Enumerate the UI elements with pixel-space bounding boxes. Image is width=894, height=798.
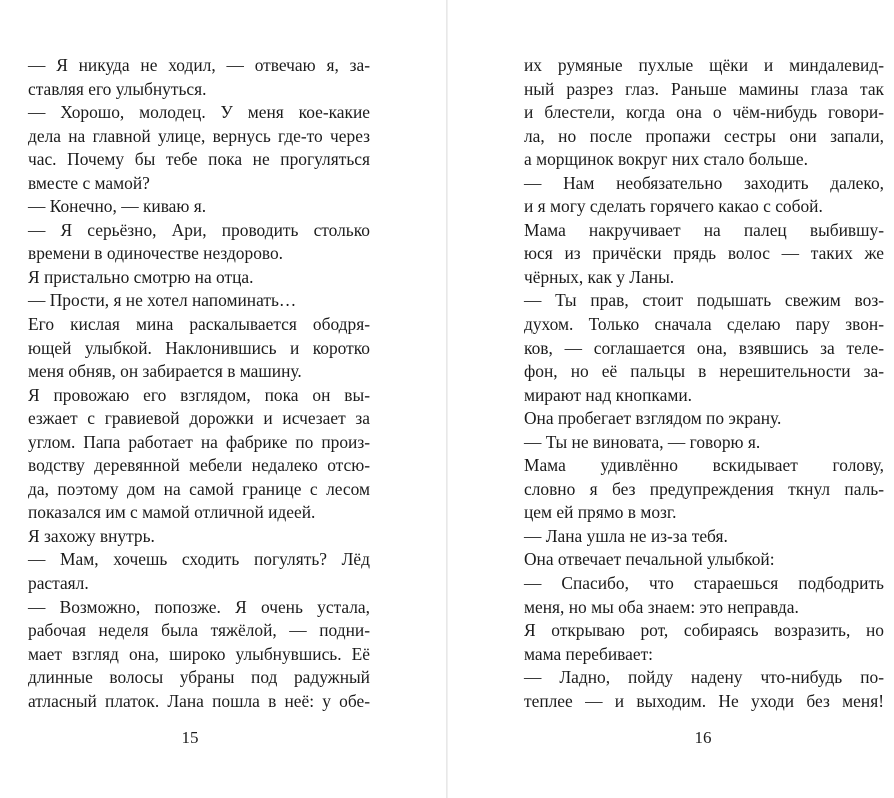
text-line: ла, но после пропажи сестры они запали, [524,125,884,146]
text-line: водству деревянной мебели недалеко отсю- [28,455,370,476]
text-line: — Лана ушла не из-за тебя. [524,525,728,546]
text-line: ставляя его улыбнуться. [28,78,207,99]
text-line: Мама накручивает на палец выбившу- [524,219,884,240]
text-line: Я пристально смотрю на отца. [28,266,254,287]
text-line: Я захожу внутрь. [28,525,155,546]
text-line: мирают над кнопками. [524,384,692,405]
text-line: длинные волосы убраны под радужный [28,667,370,688]
text-line: езжает с гравиевой дорожки и исчезает за [28,408,370,429]
text-line: цем ей прямо в мозг. [524,502,677,523]
text-line: мама перебивает: [524,643,654,664]
text-line: — Конечно, — киваю я. [28,196,207,217]
text-line: ный разрез глаз. Раньше мамины глаза так [524,78,884,99]
text-line: показался им с мамой отличной идеей. [28,502,316,523]
text-line: — Я никуда не ходил, — отвечаю я, за- [28,55,370,75]
text-line: рабочая неделя была тяжёлой, — подни- [28,620,370,641]
text-line: чёрных, как у Ланы. [524,266,675,287]
text-line: словно я без предупреждения ткнул паль- [524,478,884,499]
text-line: меня, но мы оба знаем: это неправда. [524,596,799,617]
text-line: — Спасибо, что стараешься подбодрить [524,573,884,594]
text-line: теплее — и выходим. Не уходи без меня! [524,690,884,711]
text-line: ков, — соглашается она, взявшись за теле- [524,337,884,358]
right-page-text [524,54,884,713]
text-line: — Возможно, попозже. Я очень устала, [28,596,370,617]
text-line: мает взгляд она, широко улыбнувшись. Её [28,643,370,664]
text-line: — Ты не виновата, — говорю я. [524,431,761,452]
text-line: их румяные пухлые щёки и миндалевид- [524,55,884,75]
text-line: духом. Только сначала сделаю пару звон- [524,314,884,335]
text-line: Она пробегает взглядом по экрану. [524,408,782,429]
text-line: — Прости, я не хотел напоминать… [28,290,297,311]
text-line: дела на главной улице, вернусь где-то через [28,125,370,146]
text-line: растаял. [28,573,89,594]
text-line: ющей улыбкой. Наклонившись и коротко [28,337,370,358]
text-line: меня обняв, он забирается в машину. [28,361,302,382]
text-line: времени в одиночестве нездорово. [28,243,284,264]
text-line: а морщинок вокруг них стало больше. [524,149,808,170]
text-line: углом. Папа работает на фабрике по произ- [28,431,370,452]
text-line: вместе с мамой? [28,172,150,193]
text-line: и я могу сделать горячего какао с собой. [524,196,823,217]
text-line: час. Почему бы тебе пока не прогуляться [28,149,370,170]
text-line: — Хорошо, молодец. У меня кое-какие [28,102,370,123]
page-gutter [446,0,448,798]
text-line: Его кислая мина раскалывается ободря- [28,314,370,335]
page-number-left: 15 [181,728,199,747]
text-line: — Ты прав, стоит подышать свежим воз- [524,290,884,311]
text-line: Я открываю рот, собираясь возразить, но [524,620,884,641]
text-line: фон, но её пальцы в нерешительности за- [524,361,884,382]
text-line: Мама удивлённо вскидывает голову, [524,455,884,476]
text-line: — Ладно, пойду надену что-нибудь по- [524,667,884,688]
page-number-right: 16 [694,728,712,747]
text-line: — Мам, хочешь сходить погулять? Лёд [28,549,370,570]
text-line: Я провожаю его взглядом, пока он вы- [28,384,370,405]
text-line: да, поэтому дом на самой границе с лесом [28,478,370,499]
text-line: — Я серьёзно, Ари, проводить столько [28,219,370,240]
text-line: юся из причёски прядь волос — таких же [524,243,884,264]
text-line: — Нам необязательно заходить далеко, [524,172,884,193]
left-page-text [28,54,370,713]
text-line: атласный платок. Лана пошла в неё: у обе- [28,690,370,711]
text-line: и блестели, когда она о чём-нибудь говори- [524,102,884,123]
text-line: Она отвечает печальной улыбкой: [524,549,775,570]
